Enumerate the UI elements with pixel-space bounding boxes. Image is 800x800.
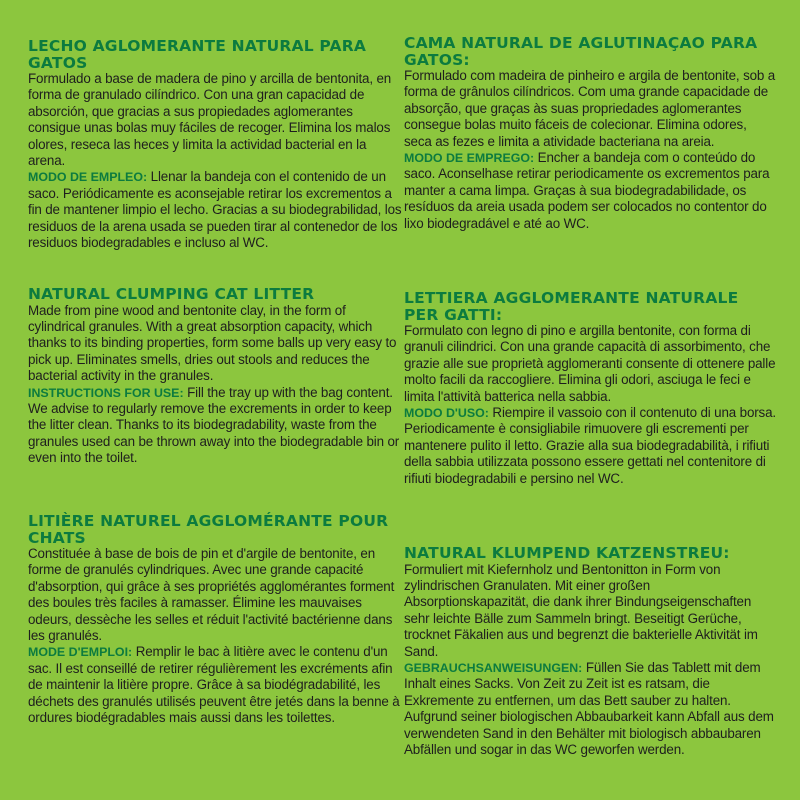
section-italian [404, 290, 776, 487]
product-description: Formuliert mit Kiefernholz und Bentonitton in Form von zylindrischen Granulaten. Mit einer großen Absorptionskapazität, die dank ihrer Bindungseigenschaften sehr leichte Bälle zum Sammeln bringt. Beseitigt Gerüche, trocknet Fäkalien aus und begrenzt die bakterielle Aktivität im Sand. [404, 561, 758, 659]
section-spanish [28, 38, 403, 251]
section-title: NATURAL CLUMPING CAT LITTER [28, 285, 315, 303]
section-french [28, 513, 403, 726]
section-english [28, 286, 403, 467]
section-body [404, 323, 776, 487]
product-description: Formulado com madeira de pinheiro e argila de bentonite, sob a forma de grânulos cilíndricos. Com uma grande capacidade de absorção, que graças às suas propriedades aglomerantes consegue bolas muito fáceis de colecionar. Elimina odores, seca as fezes e limita a atividade bacteriana na areia. [404, 68, 776, 149]
section-body [28, 303, 403, 467]
section-german [404, 545, 776, 758]
section-portuguese [404, 35, 776, 232]
section-title: LITIÈRE NATUREL AGGLOMÉRANTE POUR CHATS [28, 512, 389, 547]
instructions-text: Füllen Sie das Tablett mit dem Inhalt eines Sacks. Von Zeit zu Zeit ist es ratsam, die Exkremente zu entfernen, um das Bett sauber zu halten. Aufgrund seiner biologischen Abbaubarkeit kann Abfall aus dem verwendeten Sand in den Behälter mit biologisch abbaubaren Abfällen und sogar in das WC geworfen werden. [404, 659, 774, 757]
section-title: NATURAL KLUMPEND KATZENSTREU: [404, 544, 730, 562]
instructions-label: GEBRAUCHSANWEISUNGEN: [404, 660, 583, 675]
instructions-label: INSTRUCTIONS FOR USE: [28, 385, 184, 400]
instructions-text: Riempire il vassoio con il contenuto di una borsa. Periodicamente è consigliabile rimuovere gli escrementi per mantenere pulito il letto. Grazie alla sua biodegradabilità, i rifiuti della sabbia utilizzata possono essere gettati nel contenitore di rifiuti biodegradabili e persino nel WC. [404, 405, 776, 486]
product-description: Made from pine wood and bentonite clay, in the form of cylindrical granules. With a great absorption capacity, which thanks to its binding properties, form some balls up very easy to pick up. Eliminates smells, dries out stools and reduces the bacterial activity in the granules. [28, 302, 397, 384]
instructions-text: Remplir le bac à litière avec le contenu d'un sac. Il est conseillé de retirer régulièrement les excréments afin de maintenir la litière propre. Grâce à sa biodégradabilité, les déchets des granulés utilisés peuvent être jetés dans la benne à ordures biodégradables mais aussi dans les toilettes. [28, 644, 400, 726]
section-body [28, 71, 403, 251]
section-title: CAMA NATURAL DE AGLUTINAÇAO PARA GATOS: [404, 34, 758, 69]
section-title: LETTIERA AGGLOMERANTE NATURALE PER GATTI: [404, 289, 739, 324]
section-body [28, 546, 403, 726]
instructions-label: MODO DE EMPLEO: [28, 170, 148, 185]
product-description: Formulato con legno di pino e argilla bentonite, con forma di granuli cilindrici. Con una grande capacità di assorbimento, che grazie alle sue proprietà agglomeranti consente di ottenere palle molto facili da raccogliere. Elimina gli odori, asciuga le feci e limita l'attività batterica nella sabbia. [404, 323, 776, 404]
section-body [404, 68, 776, 232]
instructions-text: Encher a bandeja com o conteúdo do saco. Aconselhase retirar periodicamente os excrementos para manter a cama limpa. Graças à sua biodegradabilidade, os resíduos da areia usada podem ser colocados no contentor do lixo biodegradável e até ao WC. [404, 150, 770, 231]
instructions-label: MODO DE EMPREGO: [404, 151, 535, 166]
instructions-label: MODE D'EMPLOI: [28, 645, 133, 660]
section-title: LECHO AGLOMERANTE NATURAL PARA GATOS [28, 37, 367, 72]
instructions-label: MODO D'USO: [404, 406, 489, 421]
product-description: Formulado a base de madera de pino y arcilla de bentonita, en forma de granulado cilíndrico. Con una gran capacidad de absorción, que gracias a sus propiedades aglomerantes consigue unas bolas muy fáciles de recoger. Elimina los malos olores, reseca las heces y limita la actividad bacterial en la arena. [28, 71, 392, 169]
product-description: Constituée à base de bois de pin et d'argile de bentonite, en forme de granulés cylindriques. Avec une grande capacité d'absorption, qui grâce à ses propriétés agglomérantes forment des boules très faciles à ramasser. Élimine les mauvaises odeurs, dessèche les selles et réduit l'activité bactérienne dans les granulés. [28, 546, 395, 644]
instructions-text: Fill the tray up with the bag content. We advise to regularly remove the excrements in order to keep the litter clean. Thanks to its biodegradability, waste from the granules used can be thrown away into the biodegradable bin or even into the toilet. [28, 384, 400, 466]
section-body [404, 562, 776, 759]
instructions-text: Llenar la bandeja con el contenido de un saco. Periódicamente es aconsejable retirar los excrementos a fin de mantener limpio el lecho. Gracias a su biodegrabilidad, los residuos de la arena usada se pueden tirar al contenedor de los residuos biodegradables e incluso al WC. [28, 169, 402, 251]
